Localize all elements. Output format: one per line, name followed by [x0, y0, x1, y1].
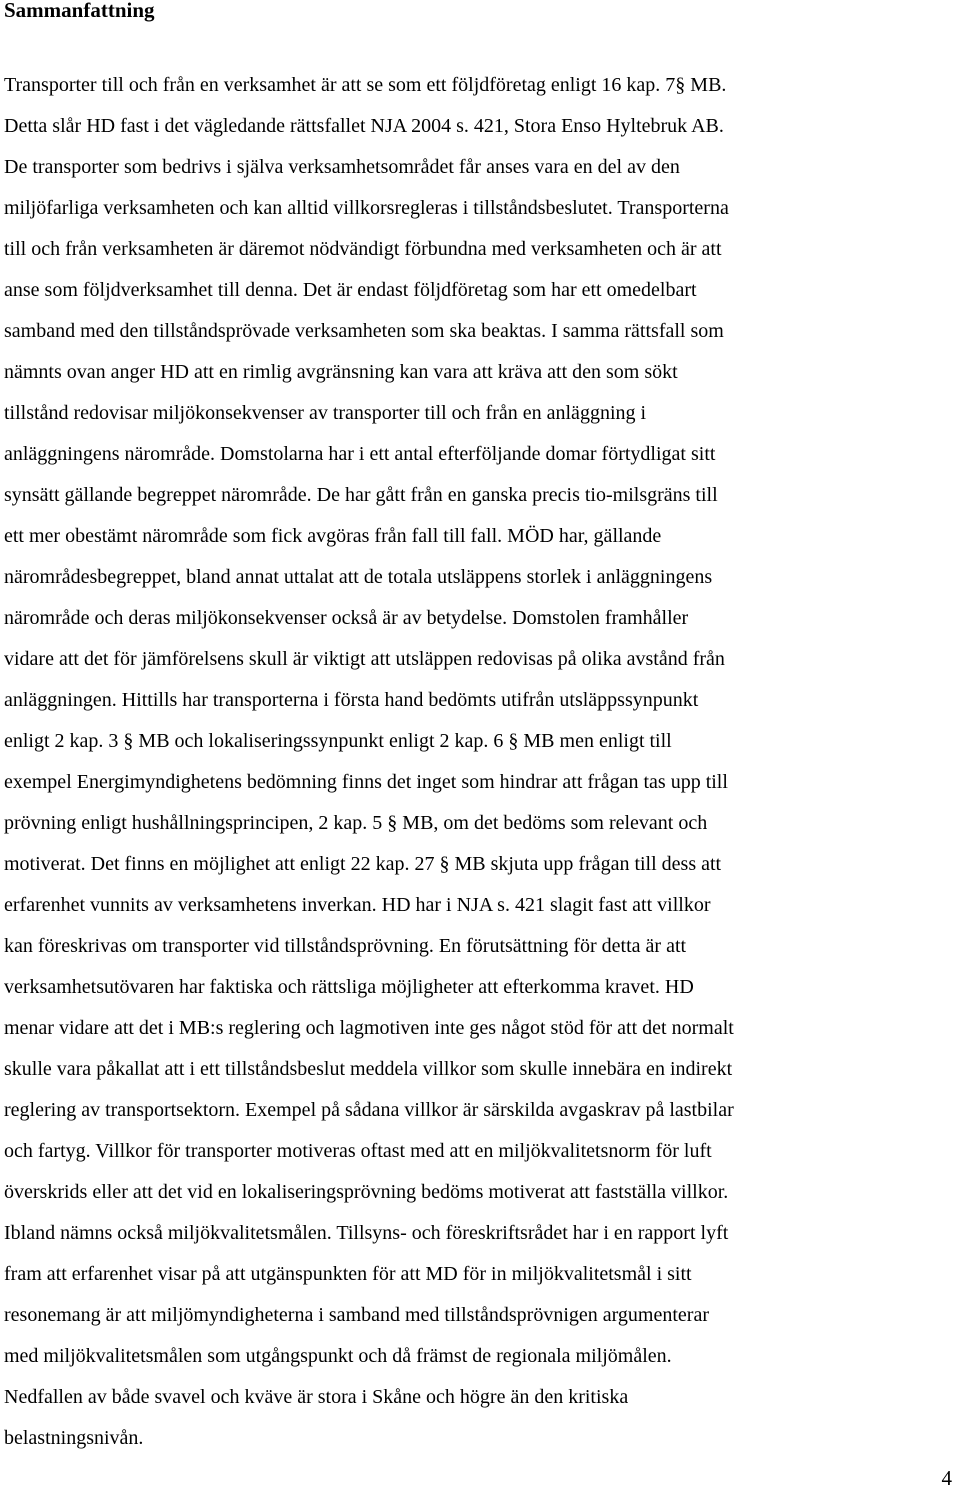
- paragraph-line: kan föreskrivas om transporter vid tillståndsprövning. En förutsättning för detta är att: [4, 935, 687, 957]
- paragraph-line: nämnts ovan anger HD att en rimlig avgränsning kan vara att kräva att den som sökt: [4, 361, 678, 383]
- paragraph-line: menar vidare att det i MB:s reglering och lagmotiven inte ges något stöd för att det normalt: [4, 1017, 734, 1039]
- paragraph-line: exempel Energimyndighetens bedömning finns det inget som hindrar att frågan tas upp till: [4, 771, 728, 793]
- paragraph-line: miljöfarliga verksamheten och kan alltid villkorsregleras i tillståndsbeslutet. Transporterna: [4, 197, 729, 219]
- paragraph-line: vidare att det för jämförelsens skull är viktigt att utsläppen redovisas på olika avstånd från: [4, 648, 725, 670]
- paragraph-line: enligt 2 kap. 3 § MB och lokaliseringssynpunkt enligt 2 kap. 6 § MB men enligt till: [4, 730, 672, 752]
- paragraph-line: överskrids eller att det vid en lokaliseringsprövning bedöms motiverat att fastställa villkor.: [4, 1181, 729, 1203]
- paragraph-line: Detta slår HD fast i det vägledande rättsfallet NJA 2004 s. 421, Stora Enso Hyltebruk AB.: [4, 115, 724, 137]
- paragraph-line: verksamhetsutövaren har faktiska och rättsliga möjligheter att efterkomma kravet. HD: [4, 976, 694, 998]
- paragraph-line: tillstånd redovisar miljökonsekvenser av transporter till och från en anläggning i: [4, 402, 647, 424]
- summary-paragraph: [4, 65, 956, 1459]
- paragraph-line: Transporter till och från en verksamhet är att se som ett följdföretag enligt 16 kap. 7§ MB.: [4, 74, 727, 96]
- paragraph-line: och fartyg. Villkor för transporter motiveras oftast med att en miljökvalitetsnorm för luft: [4, 1140, 712, 1162]
- page-number: 4: [941, 1466, 952, 1490]
- paragraph-line: Nedfallen av både svavel och kväve är stora i Skåne och högre än den kritiska: [4, 1386, 629, 1408]
- paragraph-line: Ibland nämns också miljökvalitetsmålen. Tillsyns- och föreskriftsrådet har i en rapport lyft: [4, 1222, 729, 1244]
- paragraph-line: närområdesbegreppet, bland annat uttalat att de totala utsläppens storlek i anläggningens: [4, 566, 713, 588]
- paragraph-line: ett mer obestämt närområde som fick avgöras från fall till fall. MÖD har, gällande: [4, 525, 662, 547]
- paragraph-line: till och från verksamheten är däremot nödvändigt förbundna med verksamheten och är att: [4, 238, 722, 260]
- page-title: Sammanfattning: [4, 0, 155, 22]
- paragraph-line: motiverat. Det finns en möjlighet att enligt 22 kap. 27 § MB skjuta upp frågan till dess att: [4, 853, 722, 875]
- paragraph-line: samband med den tillståndsprövade verksamheten som ska beaktas. I samma rättsfall som: [4, 320, 724, 342]
- paragraph-line: anse som följdverksamhet till denna. Det är endast följdföretag som har ett omedelbart: [4, 279, 697, 301]
- paragraph-line: närområde och deras miljökonsekvenser också är av betydelse. Domstolen framhåller: [4, 607, 689, 629]
- paragraph-line: prövning enligt hushållningsprincipen, 2 kap. 5 § MB, om det bedöms som relevant och: [4, 812, 708, 834]
- paragraph-line: resonemang är att miljömyndigheterna i samband med tillståndsprövnigen argumenterar: [4, 1304, 709, 1326]
- paragraph-line: anläggningens närområde. Domstolarna har i ett antal efterföljande domar förtydligat sitt: [4, 443, 716, 465]
- paragraph-line: synsätt gällande begreppet närområde. De har gått från en ganska precis tio-milsgräns till: [4, 484, 718, 506]
- paragraph-line: De transporter som bedrivs i själva verksamhetsområdet får anses vara en del av den: [4, 156, 680, 178]
- paragraph-line: med miljökvalitetsmålen som utgångspunkt och då främst de regionala miljömålen.: [4, 1345, 672, 1367]
- paragraph-line: reglering av transportsektorn. Exempel på sådana villkor är särskilda avgaskrav på lastbilar: [4, 1099, 734, 1121]
- paragraph-line: anläggningen. Hittills har transporterna i första hand bedömts utifrån utsläppssynpunkt: [4, 689, 699, 711]
- paragraph-line: skulle vara påkallat att i ett tillståndsbeslut meddela villkor som skulle innebära en indirekt: [4, 1058, 733, 1080]
- paragraph-line: fram att erfarenhet visar på att utgänspunkten för att MD för in miljökvalitetsmål i sitt: [4, 1263, 692, 1285]
- paragraph-line: belastningsnivån.: [4, 1427, 144, 1449]
- paragraph-line: erfarenhet vunnits av verksamhetens inverkan. HD har i NJA s. 421 slagit fast att villkor: [4, 894, 711, 916]
